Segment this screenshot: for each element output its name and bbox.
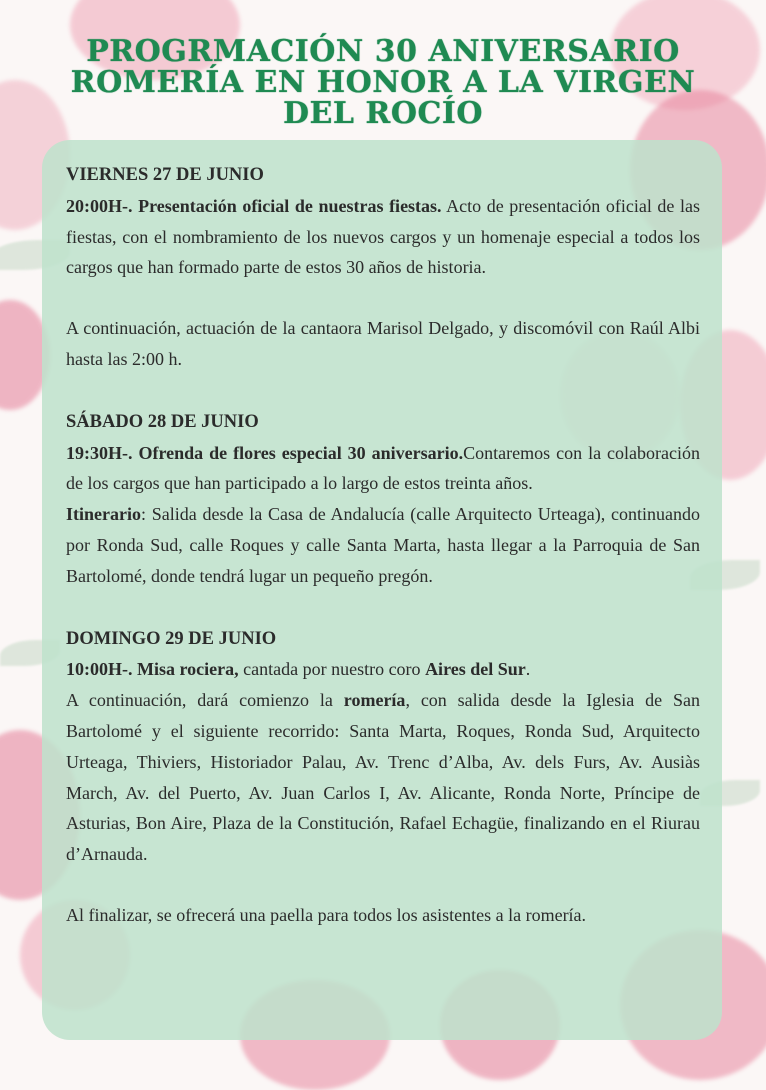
sunday-heading: DOMINGO 29 DE JUNIO	[66, 628, 277, 649]
itinerary-text: : Salida desde la Casa de Andalucía (calle Arquitecto Urteaga), continuando por Ronda Sud, calle Roques y calle Santa Marta, hasta llegar a la Parroquia de San Bartolomé, donde tendrá lugar un pequeño pregón.	[66, 504, 700, 586]
sunday-time-event: 10:00H-. Misa rociera,	[66, 659, 239, 680]
title-line: PROGRMACIÓN 30 ANIVERSARIO	[86, 34, 680, 69]
saturday-description: Contaremos con la colaboración de los cargos que han participado a lo largo de estos treinta años.	[66, 442, 700, 494]
program-content	[66, 160, 700, 931]
friday-event	[66, 191, 700, 283]
saturday-event	[66, 438, 700, 500]
saturday-itinerary	[66, 499, 700, 591]
friday-heading: VIERNES 27 DE JUNIO	[66, 165, 264, 185]
title-line: DEL ROCÍO	[282, 96, 484, 131]
romeria-word: romería	[343, 690, 406, 711]
itinerary-label: Itinerario	[66, 504, 141, 525]
choir-name: Aires del Sur	[425, 659, 526, 680]
route-text: , con salida desde la Iglesia de San Bartolomé y el siguiente recorrido: Santa Marta, Roques, Ronda Sud, Arquitecto Urteaga, Thiviers, Historiador Palau, Av. Trenc d’Alba, Av. dels Furs, Av. Ausiàs March, Av. del Puerto, Av. Juan Carlos I, Av. Alicante, Ronda Norte, Príncipe de Asturias, Bon Aire, Plaza de la Constitución, Rafael Echagüe, finalizando en el Riurau d’Arnauda.	[66, 690, 700, 865]
saturday-time-event: 19:30H-. Ofrenda de flores especial 30 aniversario.	[66, 442, 464, 463]
title-line: ROMERÍA EN HONOR A LA VIRGEN	[70, 65, 696, 100]
friday-description: Acto de presentación oficial de las fiestas, con el nombramiento de los nuevos cargos y un homenaje especial a todos los cargos que han formado parte de estos 30 años de historia.	[66, 195, 700, 278]
friday-time-event: 20:00H-. Presentación oficial de nuestras fiestas.	[66, 195, 442, 216]
route-intro: A continuación, dará comienzo la	[66, 690, 344, 711]
sunday-description: cantada por nuestro coro	[238, 659, 426, 680]
saturday-heading: SÁBADO 28 DE JUNIO	[66, 411, 259, 432]
friday-followup: A continuación, actuación de la cantaora Marisol Delgado, y discomóvil con Raúl Albi hasta las 2:00 h.	[66, 318, 700, 369]
page-title	[40, 36, 726, 129]
sunday-closing: Al finalizar, se ofrecerá una paella para todos los asistentes a la romería.	[66, 904, 587, 925]
sunday-route	[66, 685, 700, 870]
sunday-event	[66, 654, 700, 685]
sunday-description-end: .	[525, 659, 531, 680]
